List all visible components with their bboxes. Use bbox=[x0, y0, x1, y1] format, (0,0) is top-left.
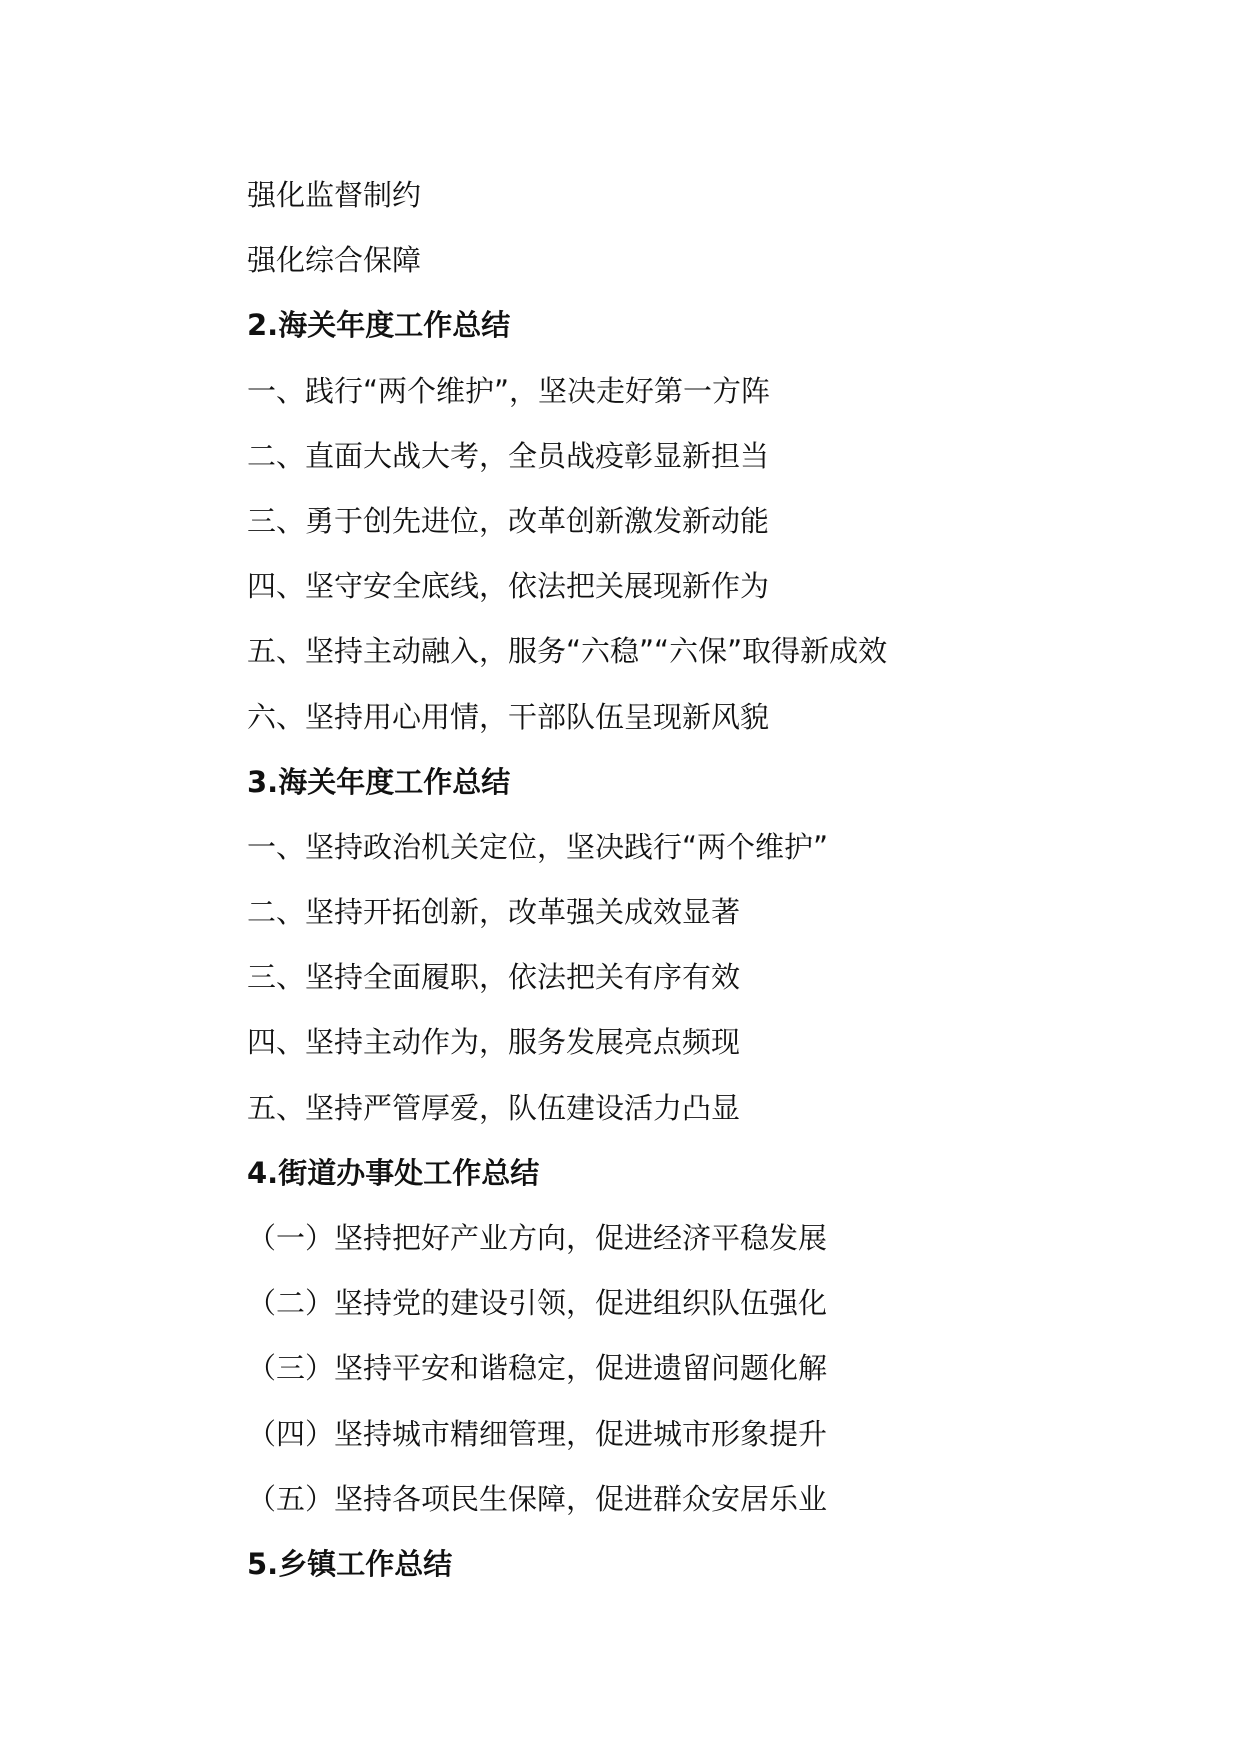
body-line: 五、坚持主动融入，服务“六稳”“六保”取得新成效 bbox=[247, 634, 888, 669]
section-heading: 5.乡镇工作总结 bbox=[247, 1546, 453, 1581]
body-line: 六、坚持用心用情，干部队伍呈现新风貌 bbox=[247, 699, 770, 734]
body-line: （二）坚持党的建设引领，促进组织队伍强化 bbox=[247, 1286, 828, 1321]
body-line: 四、坚持主动作为，服务发展亮点频现 bbox=[247, 1025, 741, 1060]
body-line: 三、勇于创先进位，改革创新激发新动能 bbox=[247, 503, 770, 538]
body-line: 一、坚持政治机关定位，坚决践行“两个维护” bbox=[247, 829, 829, 864]
body-line: 二、直面大战大考，全员战疫彰显新担当 bbox=[247, 438, 770, 473]
body-line: 一、践行“两个维护”，坚决走好第一方阵 bbox=[247, 373, 771, 408]
body-line: 强化综合保障 bbox=[247, 243, 422, 278]
section-heading: 2.海关年度工作总结 bbox=[247, 308, 511, 343]
body-line: （五）坚持各项民生保障，促进群众安居乐业 bbox=[247, 1481, 828, 1516]
body-line: 二、坚持开拓创新，改革强关成效显著 bbox=[247, 895, 741, 930]
section-heading: 4.街道办事处工作总结 bbox=[247, 1155, 540, 1190]
body-line: （四）坚持城市精细管理，促进城市形象提升 bbox=[247, 1416, 828, 1451]
body-line: （一）坚持把好产业方向，促进经济平稳发展 bbox=[247, 1221, 828, 1255]
body-line: 三、坚持全面履职，依法把关有序有效 bbox=[247, 960, 741, 995]
body-line: 五、坚持严管厚爱，队伍建设活力凸显 bbox=[247, 1090, 741, 1125]
body-line: 四、坚守安全底线，依法把关展现新作为 bbox=[247, 569, 770, 604]
section-heading: 3.海关年度工作总结 bbox=[247, 764, 511, 799]
body-line: 强化监督制约 bbox=[247, 178, 422, 212]
body-line: （三）坚持平安和谐稳定，促进遗留问题化解 bbox=[247, 1351, 828, 1386]
document-body bbox=[247, 168, 1147, 1602]
